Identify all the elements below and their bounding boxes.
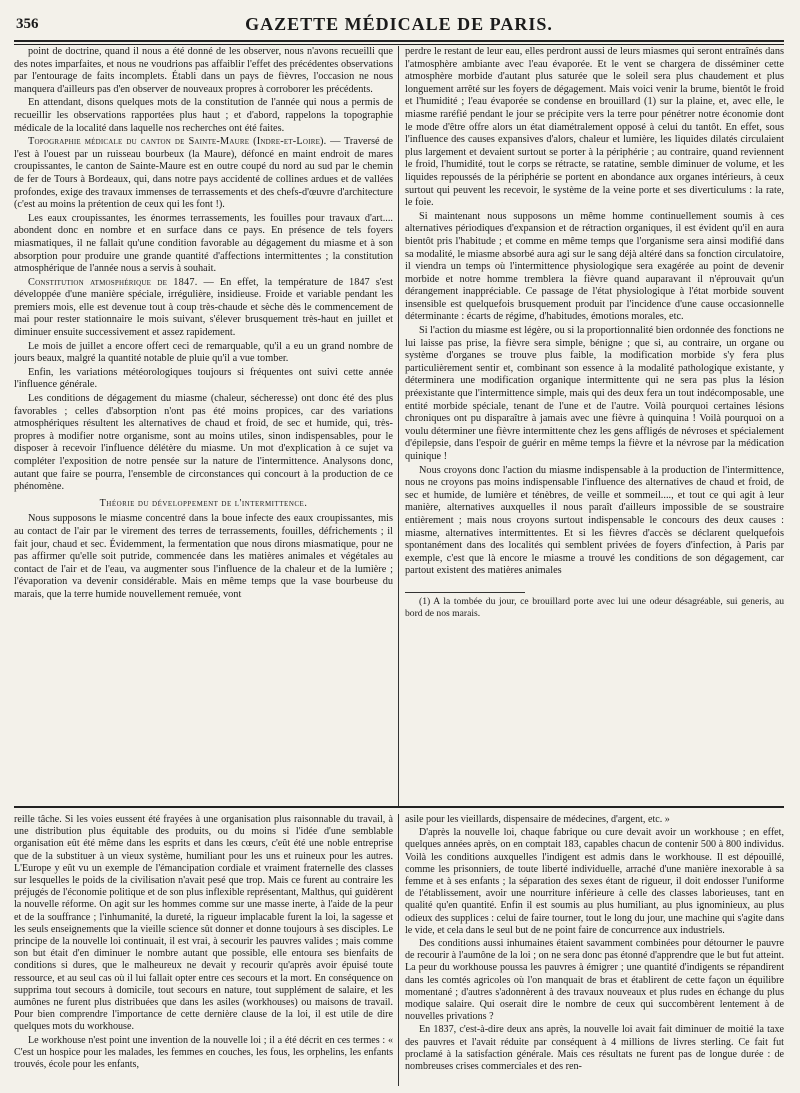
upper-right-column [399,46,784,806]
paragraph [405,465,784,578]
lower-right-column [399,814,784,1086]
newspaper-page [14,14,784,1086]
paragraph [14,213,393,276]
paragraph [14,277,393,340]
paragraph-text: perdre le restant de leur eau, elles perdront aussi de leurs miasmes qui seront entraînés dans l'atmosphère ambiante avec l'eau évaporée. Et le vent se chargera de disséminer cette atmosphère morbide d'autant plus saturée que le soleil sera plus chaudement et plus longuement arrêté sur les foyers de dégagement. Mais voici venir la brume, bientôt le froid et l'humidité ; l'eau évaporée se condense en brouillard (1) sur la plaine, et, avec elle, le miasme raréfié pendant le jour se précipite vers la terre pour pénétrer notre économie dont le mode d'être offre alors un état diamétralement opposé à celui du tantôt. En effet, sous l'influence des causes expansives d'alors, chaleur et lumière, les liquides dilatés circulaient plus largement et devaient surtout se porter à la périphérie ; au contraire, quand reviennent le froid, l'humidité, tout le corps se rétracte, se ratatine, semble diminuer de volume, et les liquides repoussés de la périphérie se portent en abondance aux organes intérieurs, à ceux surtout qui peuvent les recevoir, le système de la veine porte et ses diverticulums : la rate, le foie. [405,46,784,209]
paragraph-text: Les eaux croupissantes, les énormes terrassements, les fouilles pour travaux d'art.... abondent donc en nombre et en surface dans ce pays. En présence de tels foyers miasmatiques, il ne fallait qu'une condition favorable au dégagement du miasme et à son absorption pour produire une grande quantité d'affections intermittentes ; la constitution atmosphérique de l'année nous a servis à souhait. [14,212,393,275]
paragraph [14,341,393,366]
footnote-rule [405,592,525,593]
page-header [14,14,784,38]
paragraph-text: Nous supposons le miasme concentré dans la boue infecte des eaux croupissantes, mis au contact de l'air par le virement des terres de terrassements, fouilles, défrichements ; il fait jour, chaud et sec. Évidemment, la fermentation que nous dirons miasmatique, pour ne pas affirmer qu'elle soit putride, commencée dans les matières animales et végétales au contact de l'air et de l'eau, va augmenter sous l'influence de la chaleur et de la lumière ; l'évaporation va devenir considérable. Mais en même temps que la vase bourbeuse du marais, que la terre humide nouvellement remuée, vont [14,513,393,600]
paragraph [405,827,784,937]
paragraph [14,513,393,601]
paragraph-text: Le workhouse n'est point une invention de la nouvelle loi ; il a été décrit en ces termes : « C'est un hospice pour les malades, les femmes en couches, les fous, les orphelins, les enfants trouvés, école pour les enfants, [14,1034,393,1071]
paragraph [14,1035,393,1072]
upper-left-column [14,46,399,806]
paragraph-lead: Constitution atmosphérique de 1847. [28,276,198,288]
paragraph-text: En attendant, disons quelques mots de la constitution de l'année qui nous a permis de recueillir les observations rapportées plus haut ; et d'abord, rappelons la topographie médicale de la localité dans laquelle nos recherches ont été faites. [14,97,393,134]
paragraph [405,1024,784,1073]
paragraph-text: En 1837, c'est-à-dire deux ans après, la nouvelle loi avait fait diminuer de moitié la taxe des pauvres et l'avait réduite par conséquent à 4 millions de livres sterling. Ce fait fut proclamé à la satisfaction générale. Mais ces résultats ne furent pas de longue durée : de nombreuses crises commerciales et des ren- [405,1024,784,1073]
lower-left-column [14,814,399,1086]
running-title: GAZETTE MÉDICALE DE PARIS. [245,14,553,34]
paragraph-text: — En effet, la température de 1847 s'est développée d'une manière spéciale, irrégulière, insidieuse. Froide et variable pendant les premiers mois, elle est devenue tout à coup très-chaude et sèche dès le commencement de mai pour rester stationnaire le mois suivant, s'élever brusquement très-haut en juillet et diminuer ensuite successivement et assez rapidement. [14,276,393,339]
paragraph-text: Si maintenant nous supposons un même homme continuellement soumis à ces alternatives périodiques d'expansion et de rétraction organiques, il est évident qu'il en aura bientôt pris l'habitude ; et comme en même temps que l'organisme sera ainsi modifié dans sa modalité, le miasme absorbé aura agi sur le sang déjà altéré dans sa fonction circulatoire, il viendra un temps où l'intermittence physiologique sera exagérée au point de devenir morbide et notre homme tremblera la fièvre quand auparavant il n'éprouvait qu'un dérangement inappréciable. Ce passage de l'état physiologique à l'état morbide souvent insensible est quelquefois brusquement produit par l'incidence d'une cause occasionnelle déterminante : écarts de régime, d'habitudes, émotions morales, etc. [405,210,784,323]
paragraph-text: Enfin, les variations météorologiques toujours si fréquentes ont suivi cette année l'influence générale. [14,366,393,391]
section-separator [14,806,784,808]
paragraph-text: Les conditions de dégagement du miasme (chaleur, sécheresse) ont donc été des plus favorables ; celles d'absorption n'ont pas été moins propices, car des variations atmosphériques résultent les alternatives de chaud et froid, de sec et humide, qui, très-propres à modifier notre organisme, sont au moins utiles, sinon indispensables, pour le disposer à recevoir l'influence délétère du miasme. Un mot d'explication à ce sujet va compléter l'exposition de notre pensée sur la nature de l'intermittence. Analysons donc, autant que faire se pourra, l'ensemble de circonstances qui concourt à la production de ce phénomène. [14,393,393,493]
paragraph [14,814,393,1034]
paragraph-text: — Traversé de l'est à l'ouest par un ruisseau bourbeux (la Maure), défoncé en maint endroit de mares croupissantes, le canton de Sainte-Maure est en outre coupé du nord au sud par le chemin de fer de Tours à Bordeaux, qui, dans notre pays accidenté de collines ardues et de vallées profondes, exige des travaux immenses de terrassements et des chefs-d'œuvre d'architecture (c'est au moins la prétention de ceux qui les font !). [14,136,393,211]
paragraph [405,211,784,324]
paragraph [14,136,393,212]
paragraph-text: asile pour les vieillards, dispensaire de médecines, d'argent, etc. » [405,814,670,825]
paragraph-text: point de doctrine, quand il nous a été donné de les observer, nous n'avons recueilli que des notes imparfaites, et nous ne voudrions pas affaiblir l'effet des précédentes observations par l'entourage de faits incomplets. Établi dans un pays de fièvres, l'occasion ne nous manquera d'ailleurs pas d'en observer de nouveaux propres à corroborer les précédents. [14,46,393,95]
paragraph [14,97,393,135]
lower-article [14,814,784,1086]
paragraph [405,325,784,464]
paragraph-text: Si l'action du miasme est légère, ou si la proportionnalité bien ordonnée des fonctions ne lui laisse pas prise, la fièvre sera simple, bénigne ; que si, au contraire, un organe ou système d'organes se trouve plus faible, la modification morbide s'y fera plus particulièrement sentir et, combinant son essence à la modalité pathologique existante, y déterminera une modification organique intermittente qui ne sera pas plus la lésion préexistante que l'intermittence simple, mais qui des deux fera un tout indécomposable, une entité morbide spéciale, tenant de l'une et de l'autre. Voilà pourquoi certaines lésions chroniques ont pu disparaître à jamais avec une fièvre à quinquina ! Voilà pourquoi on a voulu déterminer une fièvre intermittente chez les gens affligés de névroses et spécialement d'épilepsie, dans l'espoir de guérir en même temps la fièvre et la névrose par la médication quinique ! [405,325,784,462]
paragraph-text: Des conditions aussi inhumaines étaient savamment combinées pour détourner le pauvre de recourir à l'aumône de la loi ; on ne sera donc pas étonné d'apprendre que le but fut atteint. La peur du workhouse poussa les pauvres à émigrer ; une quantité d'indigents se répandirent dans les comtés agricoles où l'on manquait de bras et établirent de cette façon un équilibre momentané ; d'autres s'adonnèrent à des travaux nouveaux et plus rudes en échange du plus modique salaire. Qui oserait dire le nombre de ceux qui succombèrent lentement à de nouvelles privations ? [405,938,784,1023]
page-number: 356 [16,16,39,32]
footnote: (1) A la tombée du jour, ce brouillard porte avec lui une odeur désagréable, sui generis, au bord de nos marais. [405,595,784,619]
upper-article [14,46,784,806]
paragraph [405,46,784,210]
paragraph-text: Le mois de juillet a encore offert ceci de remarquable, qu'il a eu un grand nombre de jours beaux, malgré la quantité notable de pluie qu'il a vue tomber. [14,340,393,365]
paragraph-text: D'après la nouvelle loi, chaque fabrique ou cure devait avoir un workhouse ; en effet, quelques années après, on en comptait 183, capables chacun de contenir 500 à 800 individus. Voilà les conditions auxquelles l'indigent est admis dans le workhouse. Il est dépouillé, comme les prisonniers, de toute liberté individuelle, arraché d'une manière inexorable à sa femme et à ses enfants ; la séparation des sexes étant de rigueur, il doit endosser l'uniforme de l'établissement, avoir une nourriture inférieure à celle des classes laborieuses, tant en qualité qu'en quantité. Enfin il est soumis au plus humiliant, au plus ignominieux, au plus odieux des supplices : celui de faire tourner, tout le long du jour, une machine qui s'agite dans le vide, et cela dans le seul but de ne point faire de concurrence aux industriels. [405,827,784,936]
header-rule-thin [14,44,784,45]
header-rule [14,40,784,42]
paragraph [14,46,393,96]
paragraph [405,938,784,1023]
section-heading: Théorie du développement de l'intermittence. [99,497,308,509]
paragraph [14,393,393,494]
paragraph [405,814,784,826]
paragraph-text: reille tâche. Si les voies eussent été frayées à une organisation plus raisonnable du travail, à une distribution plus équitable des produits, ou du moins si l'idée d'une semblable organisation eût été même dans les esprits et dans les cœurs, c'eût été une noble entreprise que de la substituer à un vieux système, humiliant pour les uns et ruineux pour les autres. L'Europe y eût vu un exemple de l'émancipation cordiale et vraiment fraternelle des classes sur lesquelles le poids de la civilisation n'avait pesé que trop. Mais ce furent au contraire les préjugés de l'économie politique et de son plus inflexible représentant, Malthus, qui guidèrent la nouvelle réforme. On agit sur les hommes comme sur une masse inerte, à l'aide de la peur et de la souffrance ; l'inhumanité, la dureté, la rigueur implacable furent la loi, la sagesse et les seuls enseignements que la vieille science sût donner et donne toujours à ses disciples. Le principe de la nouvelle loi continuait, il est vrai, à secourir les pauvres valides ; mais comme son but était d'en diminuer le nombre autant que possible, elle entoura ses bienfaits de conditions si dures, que le malheureux ne devait y recourir qu'après avoir épuisé toute ressource, et au seul cas où il lui fallait opter entre ces secours et la mort. En conséquence on supprima tout secours à domicile, tout secours en nature, tout supplément de salaire, et les aumônes ne furent plus distribuées que dans les asiles (workhouses) ou maisons de travail. Pour bien comprendre l'importance de cette dernière clause de la loi, il est utile de dire quelques mots du workhouse. [14,814,393,1033]
paragraph-lead: Topographie médicale du canton de Sainte-Maure (Indre-et-Loire). [28,136,327,148]
paragraph-text: Nous croyons donc l'action du miasme indispensable à la production de l'intermittence, nous ne croyons pas moins indispensable l'influence des alternatives de chaud et froid, de sec et humide, de lumière et ténèbres, de veille et sommeil...., et tout ce qui agit à leur manière, alternatives auxquelles il nous paraît d'ailleurs impossible de se soustraire entièrement ; mais nous croyons surtout indispensable le concours des deux causes : miasme, alternatives intermittentes. Et si les fièvres d'accès se déclarent quelquefois spontanément dans des localités qui semblent privées de foyers d'infection, à Paris par exemple, c'est que là encore le miasme a trouvé les conditions de son dégagement, car partout existent des matières animales [405,464,784,577]
paragraph [14,367,393,392]
